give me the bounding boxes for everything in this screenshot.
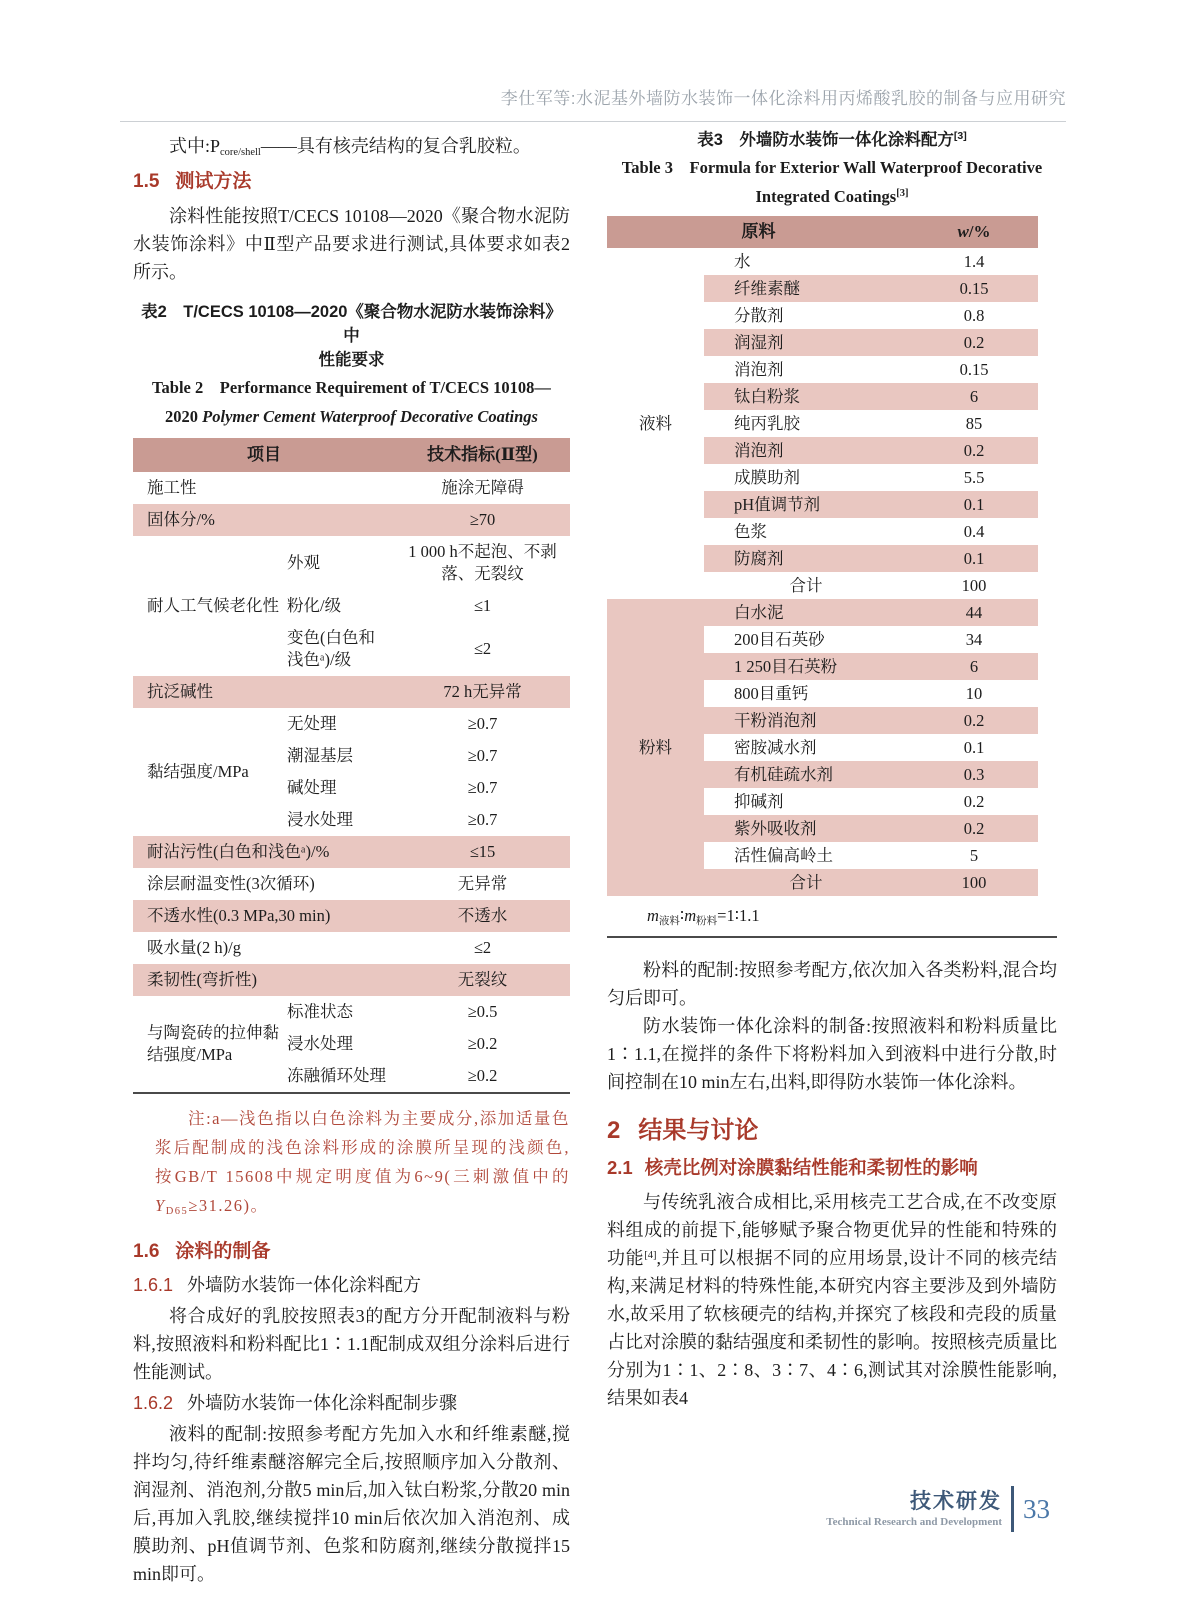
table-row: 密胺减水剂 0.1 [734,737,985,757]
paragraph-formula-prep: 将合成好的乳胶按照表3的配方分开配制液料与粉料,按照液料和粉料配比1∶1.1配制成双组分涂料后进行性能测试。 [133,1306,570,1382]
table3-caption-cn-text: 表3 外墙防水装饰一体化涂料配方 [697,131,954,149]
section-number: 1.6.2 [133,1393,174,1413]
paragraph-core-shell [607,1188,1057,1412]
table-row: 施工性 施涂无障碍 [147,478,524,497]
table-row: 浸水处理 ≥0.2 [287,1034,498,1053]
section-2-heading [607,1116,1057,1146]
table-row: 耐人工气候老化性 外观 1 000 h不起泡、不剥落、无裂纹 [147,542,557,615]
table3-caption [607,128,1057,210]
table-row: 变色(白色和浅色ᵃ)/级 ≤2 [287,628,492,669]
table2-footnote [155,1104,570,1220]
table-row: 黏结强度/MPa 无处理 ≥0.7 [147,714,498,781]
footer-divider-bar [1011,1486,1014,1532]
table3-caption-cn [607,128,1057,152]
table-row: 干粉消泡剂 0.2 [607,707,1038,734]
table2-caption [133,300,570,430]
footer-section-en: Technical Research and Development [826,1515,1002,1528]
section-title: 结果与讨论 [638,1117,759,1144]
where-prefix: 式中:P [169,136,221,156]
m-subscript-liquid: 液料 [658,916,680,927]
table-row: 合计 100 [607,869,1038,896]
table-row: 活性偏高岭土 5 [734,845,979,865]
formula-where-line [133,132,570,160]
section-title: 外墙防水装饰一体化涂料配方 [187,1275,422,1295]
table-row: 800目重钙 10 [734,683,983,703]
footnote-y-symbol: Y [155,1196,166,1215]
table3-caption-en-ref: [3] [896,188,909,199]
table-row: 固体分/% ≥70 [133,504,570,536]
table3-ratio-note [647,904,1057,928]
footnote-y-subscript: D65 [165,1206,189,1217]
running-head [0,84,1066,109]
table-row: 分散剂 0.8 [734,305,985,325]
section-title: 测试方法 [175,171,252,192]
table2 [133,438,570,1094]
table2-caption-cn-line2: 性能要求 [318,351,385,369]
table-row: 碱处理 ≥0.7 [287,778,498,797]
m-subscript-powder: 粉料 [696,916,718,927]
table2-header-item: 项目 [133,438,395,472]
table-row: 粉化/级 ≤1 [287,596,492,615]
table-row: 吸水量(2 h)/g ≤2 [147,938,492,957]
paragraph-coating-prep: 防水装饰一体化涂料的制备:按照液料和粉料质量比1∶1.1,在搅拌的条件下将粉料加入到液料中进行分散,时间控制在10 min左右,出料,即得防水装饰一体化涂料。 [607,1016,1057,1092]
table2-caption-en-line1: Table 2 Performance Requirement of T/CECS 10108— [152,378,551,397]
powder-group-label: 粉料 [607,599,704,896]
section-1-6-heading [133,1240,570,1264]
table-row: 消泡剂 0.2 [607,437,1038,464]
table3-caption-cn-ref: [3] [953,130,967,142]
table3-caption-en-line2 [607,184,1057,210]
paragraph-test-method: 涂料性能按照T/CECS 10108—2020《聚合物水泥防水装饰涂料》中Ⅱ型产品要求进行测试,具体要求如表2所示。 [133,206,570,282]
left-column [133,132,570,1588]
section-number: 1.6 [133,1241,160,1262]
table2-caption-en-year: 2020 [165,407,203,426]
table-row: 消泡剂 0.15 [734,359,989,379]
footer-section-cn: 技术研发 [910,1489,1002,1513]
section-1-6-1-heading [133,1272,570,1298]
table-row: 不透水性(0.3 MPa,30 min) 不透水 [133,900,570,932]
table2-header-row [133,438,570,472]
table2-caption-en-italic: Polymer Cement Waterproof Decorative Coatings [202,407,538,426]
table-row: 与陶瓷砖的拉伸黏结强度/MPa 标准状态 ≥0.5 [147,1002,498,1064]
table-row: 涂层耐温变性(3次循环) 无异常 [147,874,508,893]
section-1-5-heading [133,170,570,194]
table3-caption-en-text: Integrated Coatings [755,187,897,206]
table-row: 液料 水 1.4 [607,248,1038,275]
table-row: 抗泛碱性 72 h无异常 [133,676,570,708]
table-row: 1 250目石英粉 6 [607,653,1038,680]
paragraph-liquid-prep: 液料的配制:按照参考配方先加入水和纤维素醚,搅拌均匀,待纤维素醚溶解完全后,按照顺序加入分散剂、润湿剂、消泡剂,分散5 min后,加入钛白粉浆,分散20 min后,再加入乳胶,继续搅拌10 min后依次加入消泡剂、成膜助剂、pH值调节剂、色浆和防腐剂,继续分散搅拌15 min即可。 [133,1424,570,1584]
table2-header-value: 技术指标(Ⅱ型) [395,438,570,472]
paragraph-text: ,并且可以根据不同的应用场景,设计不同的核壳结构,来满足材料的特殊性能,本研究内容主要涉及到外墙防水,故采用了软核硬壳的结构,并探究了核段和壳段的质量占比对涂膜的黏结强度和柔韧性的影响。按照核壳质量比分别为1∶1、2∶8、3∶7、4∶6,测试其对涂膜性能影响,结果如表4 [607,1248,1058,1408]
section-title: 核壳比例对涂膜黏结性能和柔韧性的影响 [644,1157,978,1178]
table3-header-material: 原料 [607,216,910,248]
section-title: 涂料的制备 [175,1241,271,1262]
table-row: 有机硅疏水剂 0.3 [607,761,1038,788]
header-divider [120,121,1066,122]
table3-caption-en-line1: Table 3 Formula for Exterior Wall Waterproof Decorative [621,158,1043,177]
table-row: 钛白粉浆 6 [607,383,1038,410]
section-number: 2.1 [607,1157,633,1178]
footnote-text-end: ≥31.26)。 [188,1196,269,1215]
reference-4: [4] [644,1250,657,1261]
table-row: 成膜助剂 5.5 [734,467,985,487]
table-row: 色浆 0.4 [734,521,985,541]
table2-caption-cn-line1: 表2 T/CECS 10108—2020《聚合物水泥防水装饰涂料》中 [141,303,562,345]
section-1-6-2-heading [133,1390,570,1416]
section-number: 2 [607,1117,621,1144]
table2-caption-en-line2 [133,404,570,430]
ratio-equation: =1∶1.1 [717,906,760,925]
table-row: 200目石英砂 34 [734,629,983,649]
footnote-text: 注:a—浅色指以白色涂料为主要成分,添加适量色浆后配制成的浅色涂料形成的涂膜所呈现的浅颜色,按GB/T 15608中规定明度值为6~9(三刺激值中的 [155,1109,570,1186]
m-symbol: m [647,906,659,925]
table-row: 纯丙乳胶 85 [734,413,983,433]
ratio-colon: ∶ [679,906,685,925]
table-row: 润湿剂 0.2 [607,329,1038,356]
w-symbol: w [957,222,969,241]
table-row: 防腐剂 0.1 [607,545,1038,572]
table-row: 抑碱剂 0.2 [734,791,985,811]
table-row: 粉料 白水泥 44 [607,599,1038,626]
m-symbol: m [684,906,697,925]
where-rest: ——具有核壳结构的复合乳胶粒。 [260,136,531,156]
right-column [607,128,1057,1412]
liquid-group-label: 液料 [639,413,672,433]
table-row: 潮湿基层 ≥0.7 [287,746,498,765]
table3-header-row [607,216,1038,248]
footer-section [826,1491,1002,1528]
table3 [607,216,1038,896]
table3-header-w [910,216,1038,248]
table-row: 柔韧性(弯折性) 无裂纹 [133,964,570,996]
section-number: 1.6.1 [133,1275,174,1295]
where-subscript: core/shell [220,147,261,158]
table-row: 紫外吸收剂 0.2 [607,815,1038,842]
running-title: 李仕军等:水泥基外墙防水装饰一体化涂料用丙烯酸乳胶的制备与应用研究 [500,89,1066,108]
table-row: 合计 100 [789,575,987,595]
table-row: 浸水处理 ≥0.7 [287,810,498,829]
paragraph-powder-prep: 粉料的配制:按照参考配方,依次加入各类粉料,混合均匀后即可。 [607,960,1057,1008]
section-number: 1.5 [133,171,160,192]
page-number: 33 [1023,1494,1050,1524]
table-row: pH值调节剂 0.1 [607,491,1038,518]
w-unit: /% [968,222,991,241]
table-row: 耐沾污性(白色和浅色ᵃ)/% ≤15 [133,836,570,868]
page-footer [826,1486,1050,1532]
section-title: 外墙防水装饰一体化涂料配制步骤 [187,1393,458,1413]
table-row: 纤维素醚 0.15 [607,275,1038,302]
paragraph-text: 与传统乳液合成相比,采用核壳工艺合成,在不改变原料组成的前提下,能够赋予聚合物更优异的性能和特殊的功能 [607,1192,1057,1268]
table-row: 冻融循环处理 ≥0.2 [287,1066,498,1085]
section-2-1-heading [607,1156,1057,1180]
